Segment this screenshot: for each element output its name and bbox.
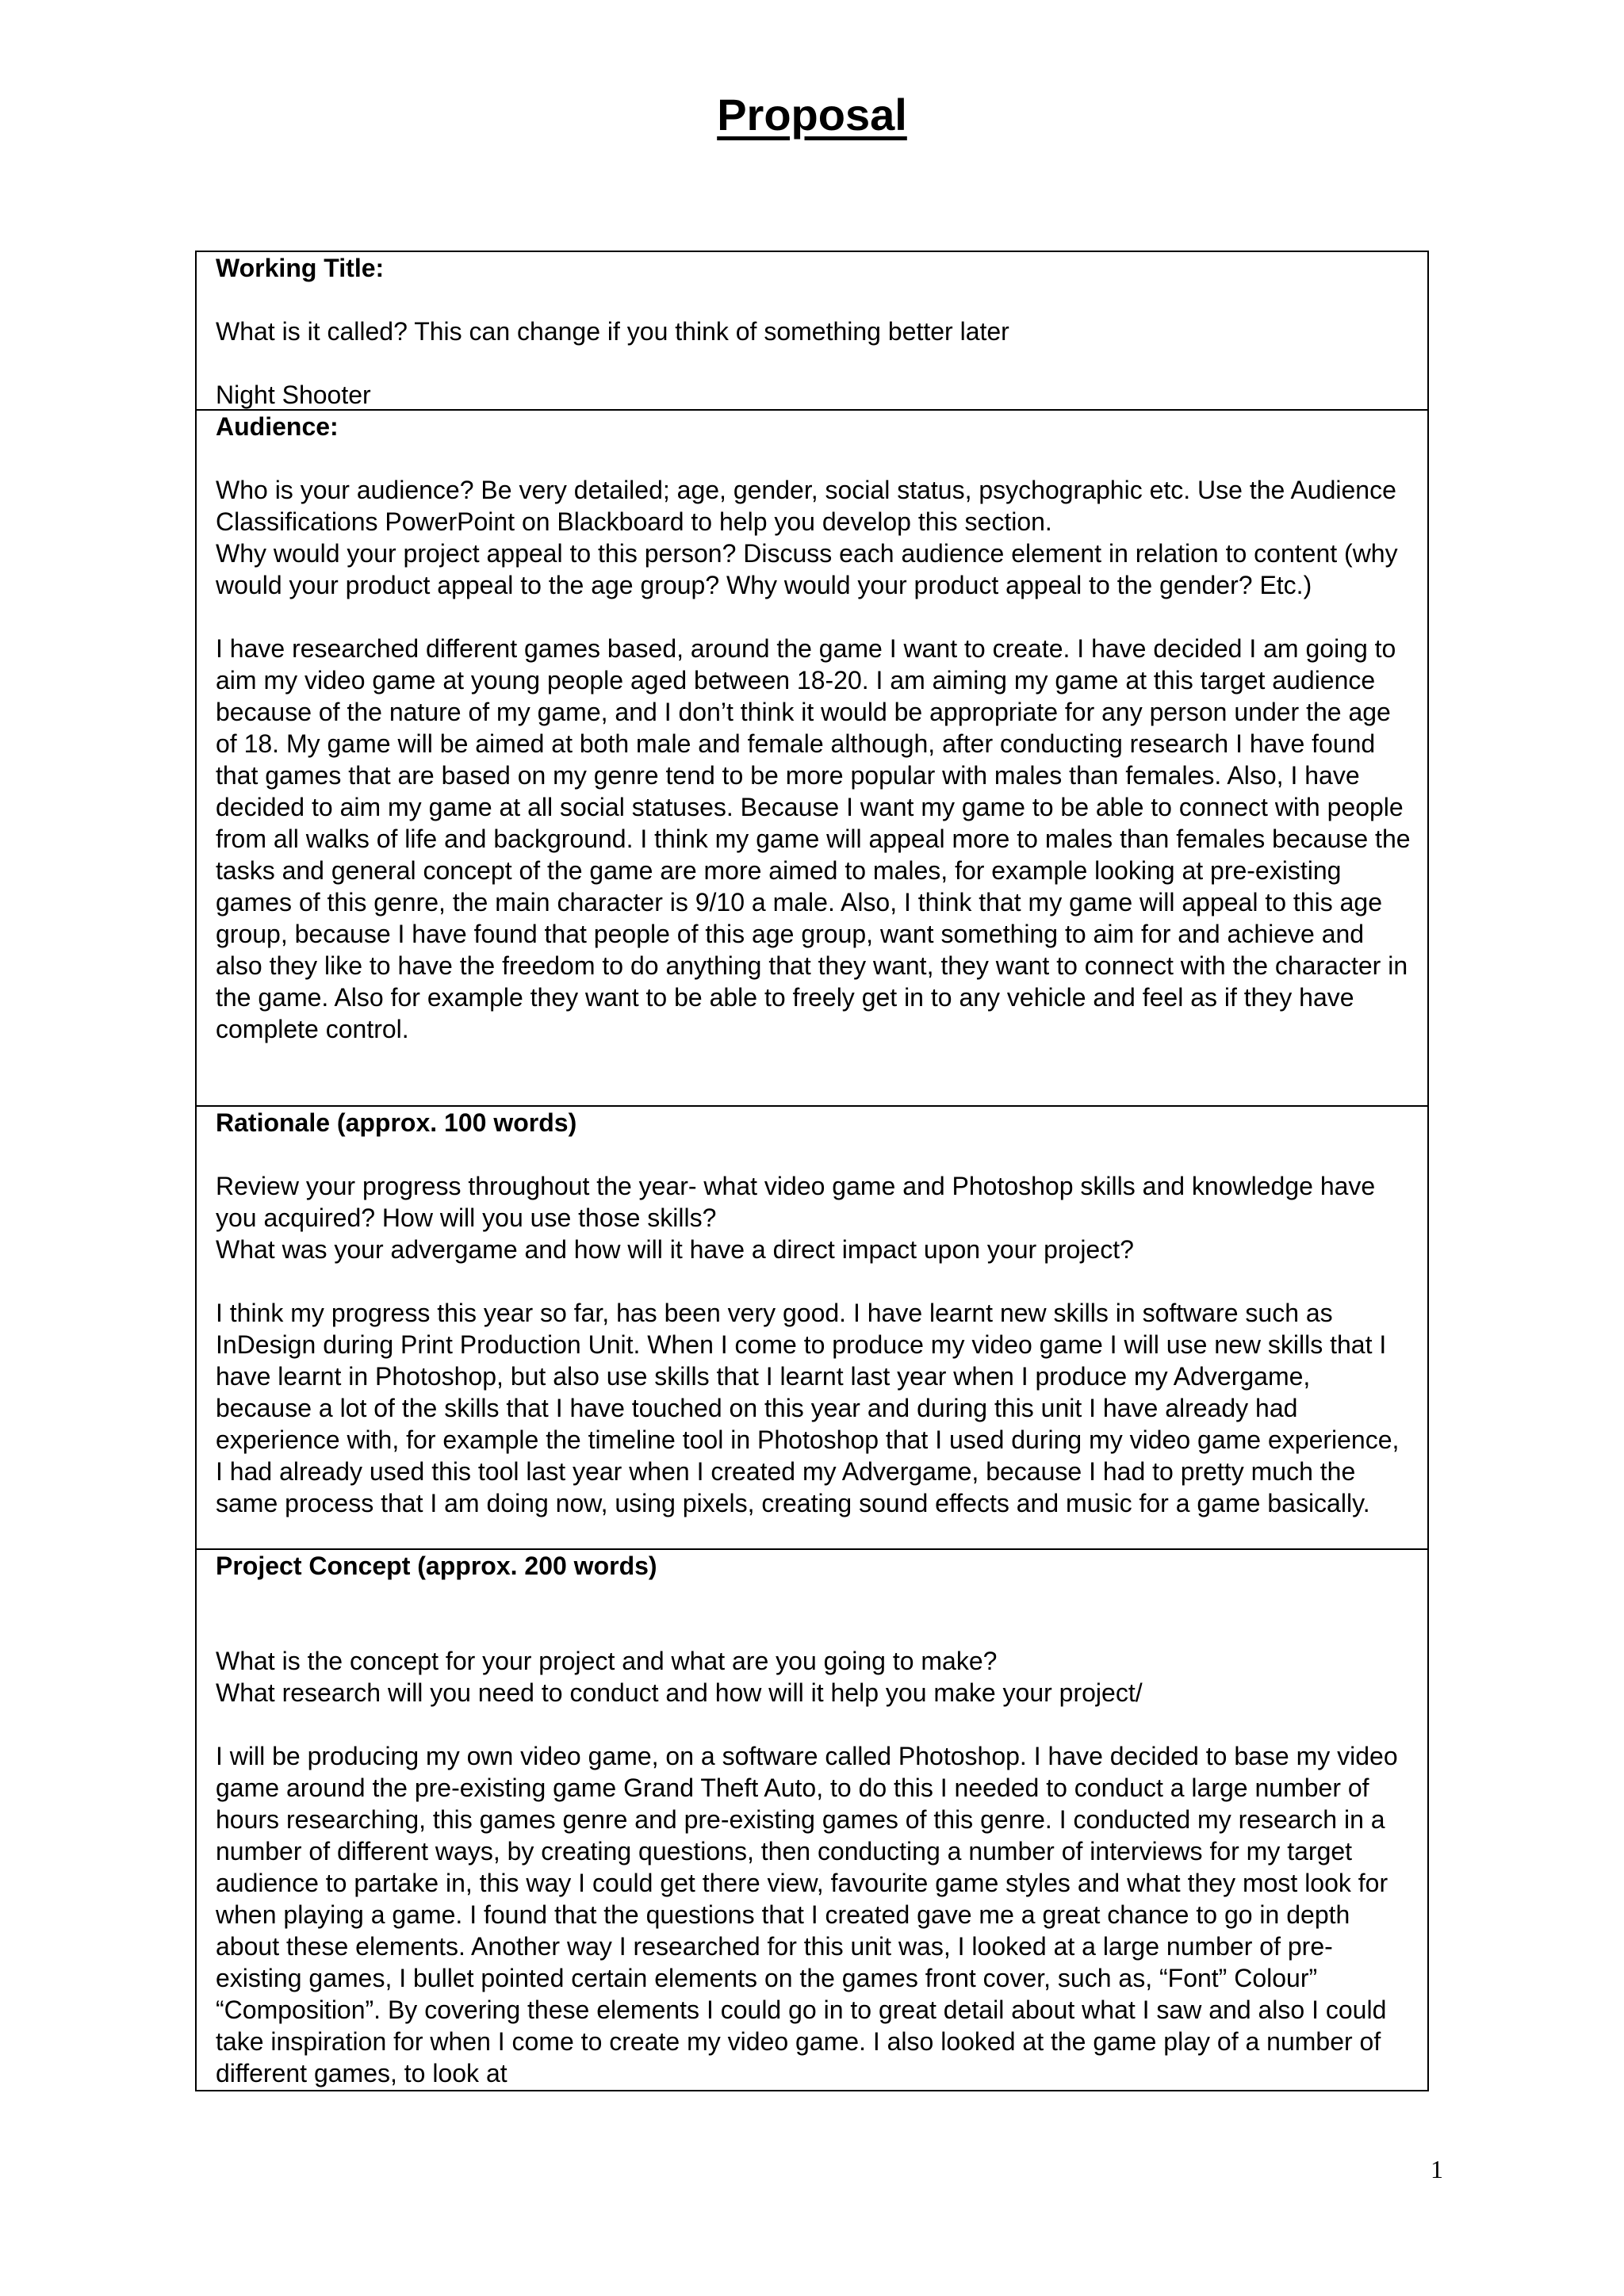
section-label: Audience: (216, 412, 339, 441)
section-label: Project Concept (approx. 200 words) (216, 1552, 657, 1580)
section-prompt: What is it called? This can change if you think of something better later (216, 317, 1009, 346)
proposal-form-table (195, 251, 1429, 2091)
section-rationale (197, 1107, 1427, 1550)
section-audience (197, 411, 1427, 1107)
section-prompt: What was your advergame and how will it have a direct impact upon your project? (216, 1235, 1134, 1264)
section-prompt: Who is your audience? Be very detailed; age, gender, social status, psychographic etc. Use the Audience Classifications PowerPoint on Blackboard to help you develop this section. (216, 476, 1396, 536)
section-project-concept (197, 1550, 1427, 2090)
section-answer: I think my progress this year so far, has been very good. I have learnt new skills in software such as InDesign during Print Production Unit. When I come to produce my video game I will use new skills that I have learnt in Photoshop, but also use skills that I learnt last year when I produce my Advergame, because a lot of the skills that I have touched on this year and during this unit I have already had experience with, for example the timeline tool in Photoshop that I used during my video game experience, I had already used this tool last year when I created my Advergame, because I had to pretty much the same process that I am doing now, using pixels, creating sound effects and music for a game basically. (216, 1299, 1400, 1517)
section-prompt: Review your progress throughout the year- what video game and Photoshop skills and knowledge have you acquired? How will you use those skills? (216, 1172, 1376, 1232)
section-answer: I have researched different games based, around the game I want to create. I have decided I am going to aim my video game at young people aged between 18-20. I am aiming my game at this target audience because of the nature of my game, and I don’t think it would be appropriate for any person under the age of 18. My game will be aimed at both male and female although, after conducting research I have found that games that are based on my genre tend to be more popular with males than females. Also, I have decided to aim my game at all social statuses. Because I want my game to be able to connect with people from all walks of life and background. I think my game will appeal more to males than females because the tasks and general concept of the game are more aimed to males, for example looking at pre-existing games of this genre, the main character is 9/10 a male. Also, I think that my game will appeal to this age group, because I have found that people of this age group, want something to aim for and achieve and also they like to have the freedom to do anything that they want, they want to connect with the character in the game. Also for example they want to be able to freely get in to any vehicle and feel as if they have complete control. (216, 634, 1411, 1043)
section-prompt: Why would your project appeal to this person? Discuss each audience element in relation to content (why would your product appeal to the age group? Why would your product appeal to the gender? Etc.) (216, 539, 1398, 599)
page-title: Proposal (717, 90, 907, 140)
section-prompt: What is the concept for your project and what are you going to make? (216, 1647, 998, 1675)
page-number: 1 (1431, 2155, 1443, 2183)
section-answer: I will be producing my own video game, on a software called Photoshop. I have decided to base my video game around the pre-existing game Grand Theft Auto, to do this I needed to conduct a large number of hours researching, this games genre and pre-existing games of this genre. I conducted my research in a number of different ways, by creating questions, then conducting a number of interviews for my target audience to partake in, this way I could get there view, favourite game styles and what they most look for when playing a game. I found that the questions that I created gave me a great chance to go in depth about these elements. Another way I researched for this unit was, I looked at a large number of pre-existing games, I bullet pointed certain elements on the games front cover, such as, “Font” Colour” “Composition”. By covering these elements I could go in to great detail about what I saw and also I could take inspiration for when I come to create my video game. I also looked at the game play of a number of different games, to look at (216, 1742, 1398, 2087)
section-label: Rationale (approx. 100 words) (216, 1108, 577, 1137)
section-answer: Night Shooter (216, 381, 371, 409)
section-prompt: What research will you need to conduct and how will it help you make your project/ (216, 1678, 1143, 1707)
section-label: Working Title: (216, 254, 385, 282)
section-working-title (197, 252, 1427, 411)
